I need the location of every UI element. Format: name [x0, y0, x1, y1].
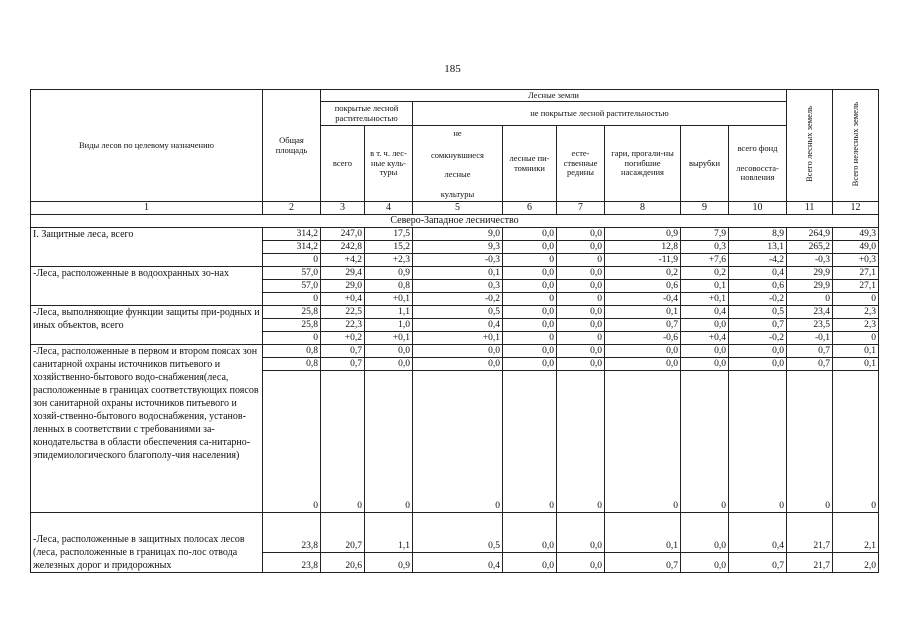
table-cell: 0,8	[365, 280, 413, 293]
header-non-closed-line1: не	[453, 127, 462, 138]
row-label: -Леса, расположенные в первом и втором поясах зон санитарной охраны источников питьевого и хозяйственно-бытового водо-снабжения(леса, расположенные в границах соответствующих поясов зон санитарной охраны источников питьевого и хозяй-ственно-бытового водоснабжения, установ-ленных в соответствии с требованиями за-конодательства в области обеспечения са-нитарно-эпидемиологического благополу-чия населения)	[31, 345, 263, 513]
table-cell: 17,5	[365, 228, 413, 241]
table-cell: 0,6	[729, 280, 787, 293]
table-cell: 0,0	[557, 241, 605, 254]
table-cell: 29,0	[321, 280, 365, 293]
table-cell: 1,1	[365, 513, 413, 553]
table-cell: 49,0	[833, 241, 879, 254]
table-cell: 0,7	[729, 319, 787, 332]
table-cell: 0,0	[365, 345, 413, 358]
header-total: всего	[321, 126, 365, 202]
table-cell: 0,0	[557, 513, 605, 553]
table-cell: 0,0	[503, 553, 557, 573]
header-types: Виды лесов по целевому назначению	[31, 90, 263, 202]
header-covered: покрытые лесной растительностью	[321, 102, 413, 126]
table-cell: 0,0	[503, 228, 557, 241]
table-cell: 0,1	[605, 306, 681, 319]
column-number: 1	[31, 202, 263, 215]
table-cell: -0,3	[787, 254, 833, 267]
table-cell: 0,6	[605, 280, 681, 293]
table-cell: +4,2	[321, 254, 365, 267]
table-cell: 0,0	[503, 513, 557, 553]
header-forest-lands: Лесные земли	[321, 90, 787, 102]
column-number: 12	[833, 202, 879, 215]
table-cell: 0,0	[557, 553, 605, 573]
table-cell: 57,0	[263, 280, 321, 293]
table-cell: 7,9	[681, 228, 729, 241]
header-non-closed-line2: сомкнувшиеся	[431, 150, 484, 160]
table-cell: 20,7	[321, 513, 365, 553]
column-number: 11	[787, 202, 833, 215]
table-cell: 0,0	[557, 306, 605, 319]
table-cell: 0,0	[503, 267, 557, 280]
table-cell: 0,4	[681, 306, 729, 319]
table-cell: -0,2	[729, 293, 787, 306]
table-cell: 23,8	[263, 513, 321, 553]
table-cell: 13,1	[729, 241, 787, 254]
table-cell: 57,0	[263, 267, 321, 280]
table-cell: 23,5	[787, 319, 833, 332]
table-cell: 0,0	[681, 553, 729, 573]
table-cell: 20,6	[321, 553, 365, 573]
table-cell: 0,0	[557, 319, 605, 332]
column-number-row	[31, 202, 879, 215]
header-nurseries: лесные пи-томники	[503, 126, 557, 202]
table-body	[31, 228, 879, 573]
table-cell: 29,9	[787, 280, 833, 293]
column-number: 3	[321, 202, 365, 215]
table-cell: 0,0	[503, 358, 557, 371]
table-cell: -0,3	[413, 254, 503, 267]
table-row	[31, 513, 879, 553]
table-cell: 0	[413, 371, 503, 513]
header-incl-cultures: в т. ч. лес-ные куль-туры	[365, 126, 413, 202]
table-cell: -11,9	[605, 254, 681, 267]
column-number: 5	[413, 202, 503, 215]
table-cell: 0,0	[681, 513, 729, 553]
table-cell: 0,0	[681, 319, 729, 332]
header-regen-fund-line2: лесовосста-новления	[736, 162, 779, 183]
table-cell: 0	[365, 371, 413, 513]
table-cell: -4,2	[729, 254, 787, 267]
table-cell: 0	[557, 371, 605, 513]
table-cell: 0,1	[833, 358, 879, 371]
table-cell: 0	[263, 332, 321, 345]
table-cell: 0,9	[365, 553, 413, 573]
table-cell: 23,4	[787, 306, 833, 319]
table-cell: -0,2	[729, 332, 787, 345]
header-regen-fund	[729, 126, 787, 202]
table-cell: 0,1	[833, 345, 879, 358]
table-cell: 0,3	[413, 280, 503, 293]
table-cell: 22,5	[321, 306, 365, 319]
table-cell: 2,0	[833, 553, 879, 573]
table-cell: 0,7	[321, 358, 365, 371]
table-cell: 0,4	[413, 319, 503, 332]
section-title: Северо-Западное лесничество	[31, 215, 879, 228]
header-fellings: вырубки	[681, 126, 729, 202]
table-cell: 1,0	[365, 319, 413, 332]
table-cell: 0,5	[413, 513, 503, 553]
table-cell: 0,2	[605, 267, 681, 280]
column-number: 8	[605, 202, 681, 215]
table-cell: 12,8	[605, 241, 681, 254]
table-cell: 0	[503, 254, 557, 267]
table-cell: 0	[605, 371, 681, 513]
table-row	[31, 228, 879, 241]
table-cell: 0,0	[365, 358, 413, 371]
header-non-closed-line4: культуры	[440, 189, 475, 199]
header-non-closed	[413, 126, 503, 202]
table-cell: 1,1	[365, 306, 413, 319]
table-cell: 22,3	[321, 319, 365, 332]
table-cell: +7,6	[681, 254, 729, 267]
table-cell: 0,1	[681, 280, 729, 293]
table-cell: 247,0	[321, 228, 365, 241]
table-cell: +0,1	[365, 293, 413, 306]
table-cell: +0,3	[833, 254, 879, 267]
table-cell: +0,1	[413, 332, 503, 345]
column-number: 7	[557, 202, 605, 215]
table-cell: 15,2	[365, 241, 413, 254]
table-cell: +0,4	[681, 332, 729, 345]
table-cell: 0,7	[787, 358, 833, 371]
header-total-forest-lands-text: Всего лесных земель	[803, 106, 814, 183]
table-cell: 314,2	[263, 241, 321, 254]
table-cell: 0,0	[729, 358, 787, 371]
table-cell: 0	[557, 332, 605, 345]
table-cell: 0,8	[263, 345, 321, 358]
table-cell: 9,0	[413, 228, 503, 241]
table-cell: 0	[729, 371, 787, 513]
table-cell: -0,4	[605, 293, 681, 306]
row-label: -Леса, расположенные в водоохранных зо-нах	[31, 267, 263, 306]
table-cell: 0,1	[413, 267, 503, 280]
table-cell: 0,1	[605, 513, 681, 553]
row-label: -Леса, расположенные в защитных полосах лесов (леса, расположенные в границах по-лос отвода железных дорог и придорожных	[31, 513, 263, 573]
table-cell: 0	[503, 371, 557, 513]
column-number: 9	[681, 202, 729, 215]
table-cell: 23,8	[263, 553, 321, 573]
table-cell: 0	[503, 332, 557, 345]
table-cell: 0	[833, 332, 879, 345]
table-cell: 0	[833, 371, 879, 513]
table-cell: 0	[833, 293, 879, 306]
table-cell: 0,7	[787, 345, 833, 358]
table-cell: 29,9	[787, 267, 833, 280]
table-cell: 21,7	[787, 553, 833, 573]
header-natural-openings: есте-ственные редины	[557, 126, 605, 202]
table-cell: 0,9	[605, 228, 681, 241]
table-cell: 0,5	[413, 306, 503, 319]
table-cell: 0,0	[605, 345, 681, 358]
table-cell: 9,3	[413, 241, 503, 254]
row-label: I. Защитные леса, всего	[31, 228, 263, 267]
header-not-covered: не покрытые лесной растительностью	[413, 102, 787, 126]
table-cell: +0,1	[681, 293, 729, 306]
table-cell: 25,8	[263, 319, 321, 332]
table-cell: 0	[263, 254, 321, 267]
table-cell: 0	[787, 371, 833, 513]
table-cell: 0	[263, 293, 321, 306]
table-cell: 0,4	[729, 267, 787, 280]
table-row	[31, 306, 879, 319]
table-cell: 2,3	[833, 319, 879, 332]
table-cell: 29,4	[321, 267, 365, 280]
table-cell: 0,5	[729, 306, 787, 319]
section-row	[31, 215, 879, 228]
table-cell: 0,0	[681, 358, 729, 371]
table-cell: 0,0	[557, 267, 605, 280]
table-cell: 0	[503, 293, 557, 306]
table-cell: 21,7	[787, 513, 833, 553]
table-cell: 0,4	[413, 553, 503, 573]
table-cell: 0,0	[503, 345, 557, 358]
table-row	[31, 345, 879, 358]
table-cell: 0	[557, 293, 605, 306]
table-cell: 0,0	[413, 358, 503, 371]
table-cell: 0,7	[729, 553, 787, 573]
table-cell: 0,0	[503, 319, 557, 332]
table-cell: 0,0	[729, 345, 787, 358]
header-total-area: Общая площадь	[263, 90, 321, 202]
table-cell: 0,0	[557, 345, 605, 358]
table-cell: 242,8	[321, 241, 365, 254]
table-cell: 49,3	[833, 228, 879, 241]
table-cell: 0,0	[557, 358, 605, 371]
page-number: 185	[444, 63, 461, 75]
table-cell: 2,3	[833, 306, 879, 319]
header-regen-fund-line1: всего фонд	[737, 142, 778, 153]
table-cell: 0,0	[413, 345, 503, 358]
table-cell: 0,4	[729, 513, 787, 553]
column-number: 4	[365, 202, 413, 215]
table-cell: 0,0	[503, 280, 557, 293]
table-cell: 0,0	[503, 241, 557, 254]
table-cell: 0,9	[365, 267, 413, 280]
table-cell: 0	[263, 371, 321, 513]
table-cell: 0,7	[605, 319, 681, 332]
table-cell: -0,1	[787, 332, 833, 345]
table-cell: 0,7	[321, 345, 365, 358]
row-label: -Леса, выполняющие функции защиты при-родных и иных объектов, всего	[31, 306, 263, 345]
column-number: 2	[263, 202, 321, 215]
header-total-nonforest-lands	[833, 90, 879, 202]
table-cell: 314,2	[263, 228, 321, 241]
table-cell: 0,3	[681, 241, 729, 254]
header-non-closed-line3: лесные	[444, 168, 471, 179]
table-cell: 265,2	[787, 241, 833, 254]
table-row	[31, 267, 879, 280]
table-cell: -0,2	[413, 293, 503, 306]
table-cell: +0,2	[321, 332, 365, 345]
table-cell: 0,0	[605, 358, 681, 371]
header-burns: гари, прогали-ны погибшие насаждения	[605, 126, 681, 202]
table-cell: 0,7	[605, 553, 681, 573]
table-cell: 0,2	[681, 267, 729, 280]
table-cell: 25,8	[263, 306, 321, 319]
table-cell: -0,6	[605, 332, 681, 345]
table-cell: +2,3	[365, 254, 413, 267]
table-cell: 0,0	[681, 345, 729, 358]
table-cell: 0,0	[557, 228, 605, 241]
column-number: 6	[503, 202, 557, 215]
table-cell: 27,1	[833, 267, 879, 280]
header-total-forest-lands	[787, 90, 833, 202]
table-cell: 264,9	[787, 228, 833, 241]
table-cell: +0,4	[321, 293, 365, 306]
table-cell: 0	[681, 371, 729, 513]
header-total-nonforest-lands-text: Всего нелесных земель	[849, 101, 860, 187]
column-number: 10	[729, 202, 787, 215]
table-cell: 8,9	[729, 228, 787, 241]
table-cell: 0,8	[263, 358, 321, 371]
table-cell: 27,1	[833, 280, 879, 293]
table-cell: 0,0	[503, 306, 557, 319]
table-cell: 0	[321, 371, 365, 513]
table-cell: 0,0	[557, 280, 605, 293]
table-cell: 0	[557, 254, 605, 267]
forest-lands-table	[30, 89, 879, 573]
table-cell: 0	[787, 293, 833, 306]
table-cell: +0,1	[365, 332, 413, 345]
table-cell: 2,1	[833, 513, 879, 553]
